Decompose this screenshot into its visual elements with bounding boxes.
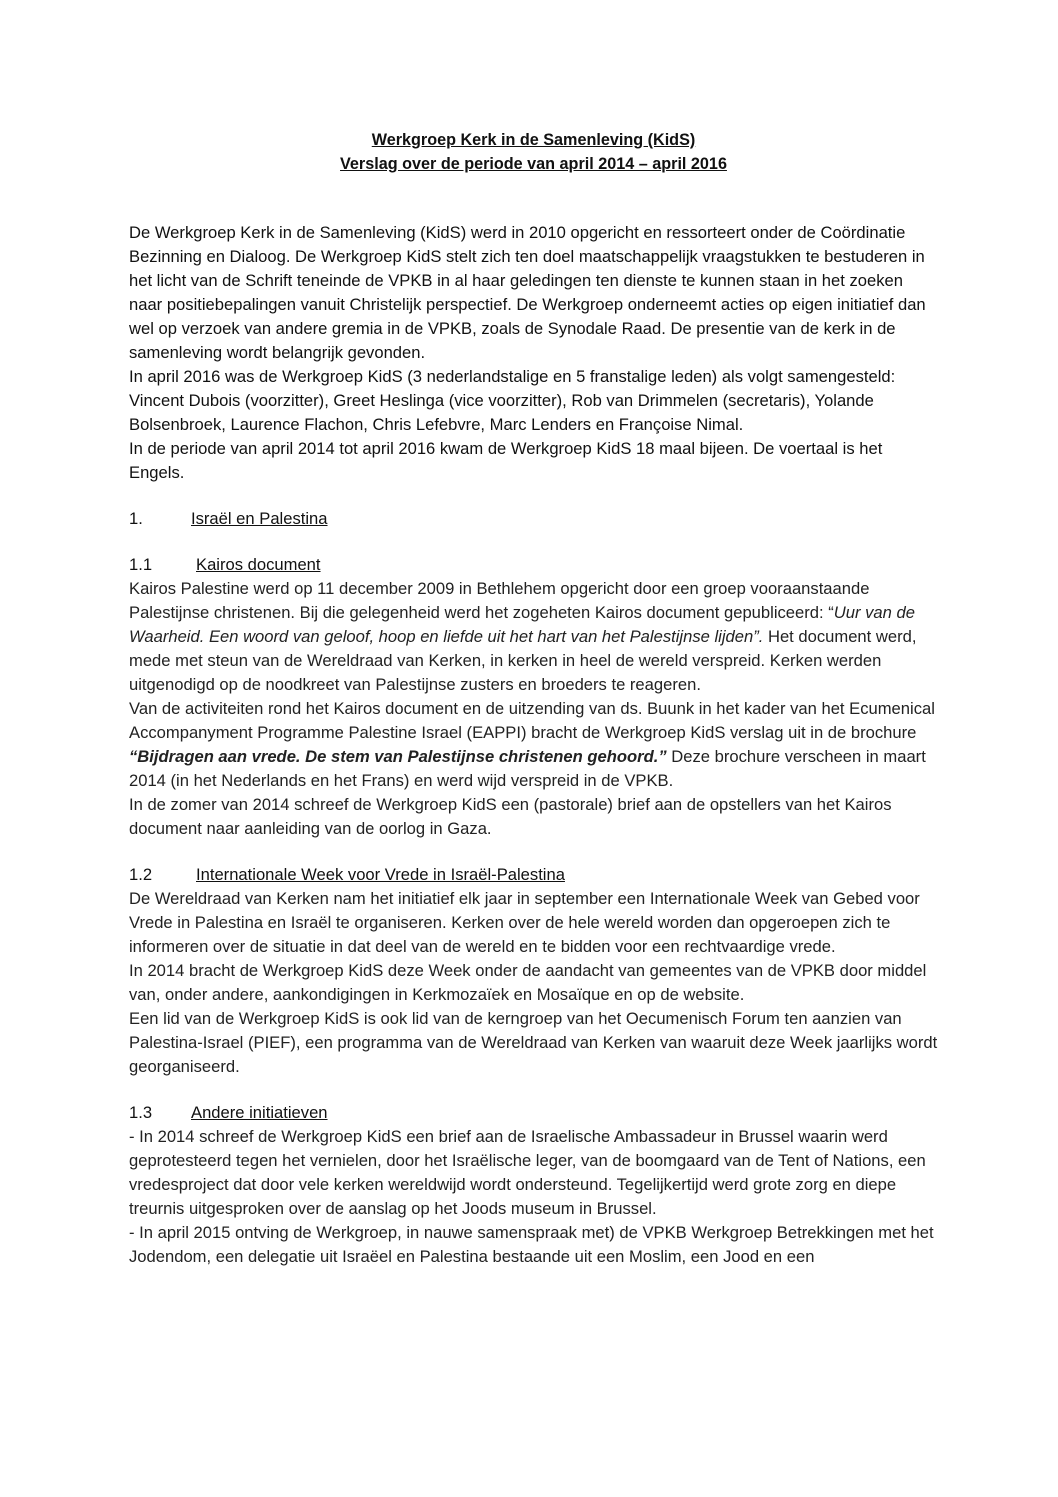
intro-paragraph-3: In de periode van april 2014 tot april 2016 kwam de Werkgroep KidS 18 maal bijeen. De voertaal is het Engels. <box>129 439 883 482</box>
section-1-2-paragraph-1: De Wereldraad van Kerken nam het initiatief elk jaar in september een Internationale Week van Gebed voor Vrede in Palestina en Israël te organiseren. Kerken over de hele wereld worden dan opgeroepen zich te informeren over de situatie in dat deel van de wereld en te bidden voor een rechtvaardige vrede. <box>129 889 920 956</box>
section-1-1-paragraph-3: In de zomer van 2014 schreef de Werkgroep KidS een (pastorale) brief aan de opstellers van het Kairos document naar aanleiding van de oorlog in Gaza. <box>129 795 892 838</box>
spacer <box>129 485 938 507</box>
section-1-2-title: Internationale Week voor Vrede in Israël-Palestina <box>196 865 565 884</box>
section-1-2-body <box>129 887 938 1079</box>
section-1-3-title: Andere initiatieven <box>191 1103 328 1122</box>
section-1-1-number: 1.1 <box>129 555 153 574</box>
spacer <box>129 531 938 553</box>
document-title-line-1: Werkgroep Kerk in de Samenleving (KidS) <box>371 131 696 149</box>
intro-section <box>129 221 938 485</box>
section-1-1-paragraph-1 <box>129 577 938 697</box>
spacer <box>129 841 938 863</box>
italic-quote: Uur van de Waarheid. Een woord van geloof, hoop en liefde uit het hart van het Palestijnse lijden”. <box>129 603 915 646</box>
text-run: Het document werd, mede met steun van de Wereldraad van Kerken, in kerken in heel de wereld verspreid. Kerken werden uitgenodigd op de noodkreet van Palestijnse zusters en broeders te reageren. <box>129 627 917 694</box>
brochure-title: “Bijdragen aan vrede. De stem van Palestijnse christenen gehoord.” <box>129 747 667 766</box>
intro-paragraph-1: De Werkgroep Kerk in de Samenleving (KidS) werd in 2010 opgericht en ressorteert onder de Coördinatie Bezinning en Dialoog. De Werkgroep KidS stelt zich ten doel maatschappelijk vraagstukken te bestuderen in het licht van de Schrift teneinde de VPKB in al haar geledingen ten dienste te kunnen staan in het zoeken naar positiebepalingen vanuit Christelijk perspectief. De Werkgroep onderneemt acties op eigen initiatief dan wel op verzoek van andere gremia in de VPKB, zoals de Synodale Raad. De presentie van de kerk in de samenleving wordt belangrijk gevonden. <box>129 223 926 362</box>
section-1-2-paragraph-3: Een lid van de Werkgroep KidS is ook lid van de kerngroep van het Oecumenisch Forum ten aanzien van Palestina-Israel (PIEF), een programma van de Wereldraad van Kerken van waaruit deze Week jaarlijks wordt georganiseerd. <box>129 1009 938 1076</box>
section-1-1-heading <box>129 553 938 577</box>
section-1-3-body <box>129 1125 938 1269</box>
text-run: Kairos Palestine werd op 11 december 2009 in Bethlehem opgericht door een groep vooraanstaande Palestijnse christenen. Bij die gelegenheid werd het zogeheten Kairos document gepubliceerd: “ <box>129 579 870 622</box>
section-1-number: 1. <box>129 509 143 528</box>
section-1-1-paragraph-2 <box>129 697 938 793</box>
section-1-heading <box>129 507 938 531</box>
text-run: Van de activiteiten rond het Kairos document en de uitzending van ds. Buunk in het kader van het Ecumenical Accompanyment Programme Palestine Israel (EAPPI) bracht de Werkgroep KidS verslag uit in de brochure <box>129 699 935 742</box>
section-1-1-body <box>129 577 938 841</box>
section-1-2-paragraph-2: In 2014 bracht de Werkgroep KidS deze Week onder de aandacht van gemeentes van de VPKB door middel van, onder andere, aankondigingen in Kerkmozaïek en Mosaïque en op de website. <box>129 961 927 1004</box>
section-1-3-heading <box>129 1101 938 1125</box>
document-title-line-2: Verslag over de periode van april 2014 – april 2016 <box>340 155 727 173</box>
section-1-2-number: 1.2 <box>129 865 153 884</box>
section-1-3-paragraph-2: - In april 2015 ontving de Werkgroep, in nauwe samenspraak met) de VPKB Werkgroep Betrekkingen met het Jodendom, een delegatie uit Israëel en Palestina bestaande uit een Moslim, een Jood en een <box>129 1223 934 1266</box>
section-1-2-heading <box>129 863 938 887</box>
text-run: Deze brochure verscheen in maart 2014 (in het Nederlands en het Frans) en werd wijd verspreid in de VPKB. <box>129 747 926 790</box>
section-1-3-paragraph-1: - In 2014 schreef de Werkgroep KidS een brief aan de Israelische Ambassadeur in Brussel waarin werd geprotesteerd tegen het vernielen, door het Israëlische leger, van de boomgaard van de Tent of Nations, een vredesproject dat door vele kerken wereldwijd wordt ondersteund. Tegelijkertijd werd grote zorg en diepe treurnis uitgesproken over de aanslag op het Joods museum in Brussel. <box>129 1127 926 1218</box>
intro-paragraph-2: In april 2016 was de Werkgroep KidS (3 nederlandstalige en 5 franstalige leden) als volgt samengesteld: Vincent Dubois (voorzitter), Greet Heslinga (vice voorzitter), Rob van Drimmelen (secretaris), Yolande Bolsenbroek, Laurence Flachon, Chris Lefebvre, Marc Lenders en Françoise Nimal. <box>129 367 896 434</box>
spacer <box>129 1079 938 1101</box>
section-1-3-number: 1.3 <box>129 1103 153 1122</box>
section-1-1-title: Kairos document <box>196 555 321 574</box>
section-1-title: Israël en Palestina <box>191 509 328 528</box>
